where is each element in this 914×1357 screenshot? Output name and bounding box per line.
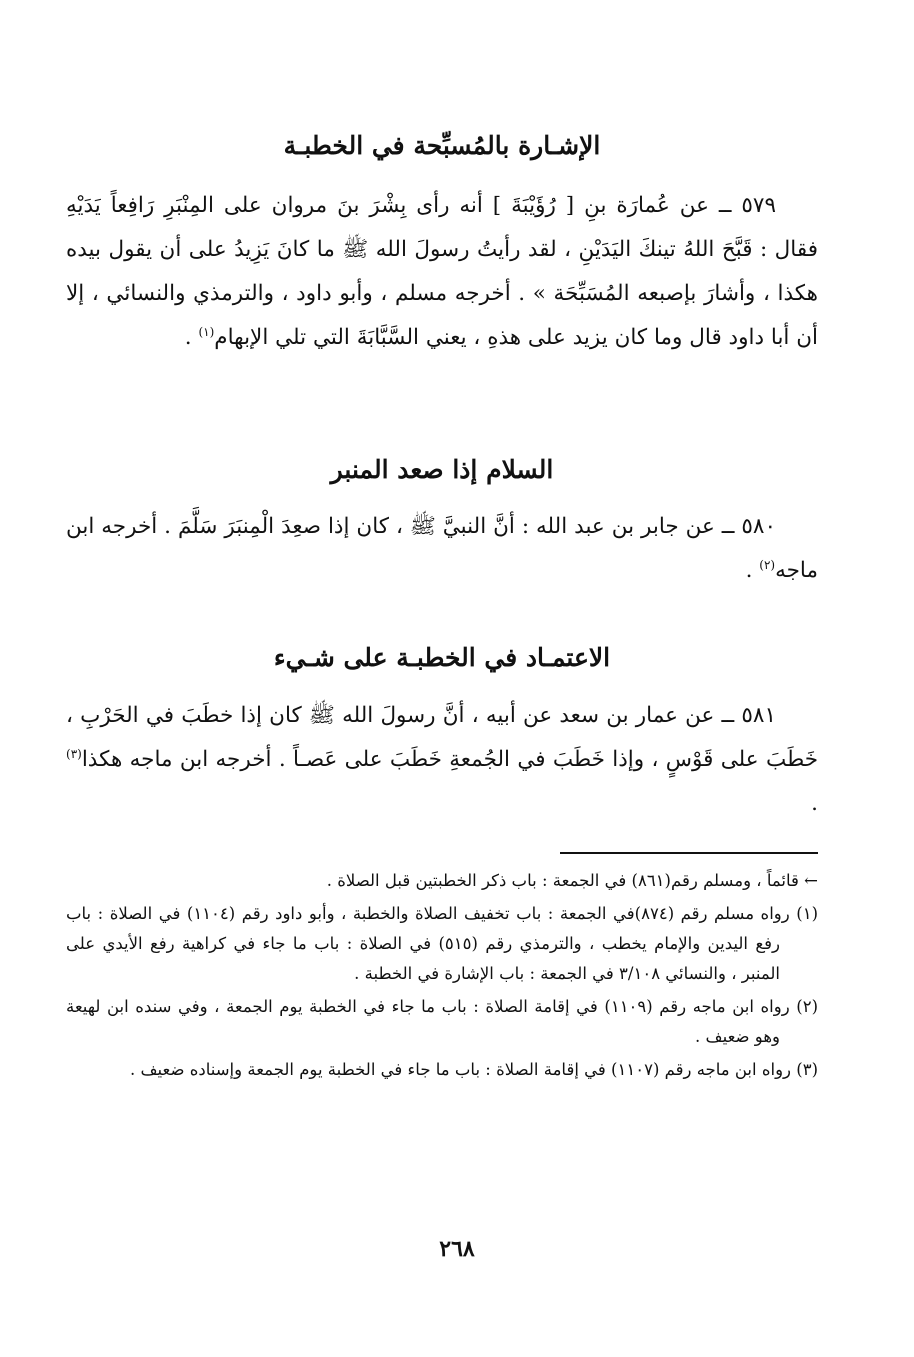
footnote-marker-1[interactable]: (١)	[198, 324, 215, 339]
hadith-581-text: ٥٨١ ــ عن عمار بن سعد عن أبيه ، أنَّ رسولَ الله ﷺ كان إذا خطَبَ في الحَرْبِ ، خَطَبَ على قَوْسٍ ، وإذا خَطَبَ في الجُمعةِ خَطَبَ على عَصـاً . أخرجه ابن ماجه هكذا$^{(٣)}$ .	[66, 703, 818, 816]
page-number: ٢٦٨	[439, 1236, 475, 1262]
section-heading-pointing: الإشـارة بالمُسبِّحة في الخطبـة	[283, 131, 601, 160]
footnote-marker-2[interactable]: (٢)	[759, 557, 776, 572]
section-heading-leaning: الاعتمـاد في الخطبـة على شـيء	[273, 643, 611, 672]
footnote-1: (١) رواه مسلم رقم (٨٧٤)في الجمعة : باب تخفيف الصلاة والخطبة ، وأبو داود رقم (١١٠٤) في الصلاة : باب رفع اليدين والإمام يخطب ، والترمذي رقم (٥١٥) في الصلاة : باب ما جاء في كراهية رفع الأيدي على المنبر ، والنسائي ٣/١٠٨ في الجمعة : باب الإشارة في الخطبة .	[66, 904, 818, 983]
hadith-579	[66, 184, 818, 360]
footnotes	[66, 866, 818, 1088]
footnote-3: (٣) رواه ابن ماجه رقم (١١٠٧) في إقامة الصلاة : باب ما جاء في الخطبة يوم الجمعة وإسناده ضعيف .	[129, 1060, 818, 1079]
hadith-580	[66, 505, 818, 593]
footnote-2: (٢) رواه ابن ماجه رقم (١١٠٩) في إقامة الصلاة : باب ما جاء في الخطبة يوم الجمعة ، وفي سنده ابن لهيعة وهو ضعيف .	[66, 997, 818, 1046]
footnote-divider	[560, 852, 818, 854]
hadith-580-text: ٥٨٠ ــ عن جابر بن عبد الله : أنَّ النبيَّ ﷺ ، كان إذا صعِدَ الْمِنبَرَ سَلَّمَ . أخرجه ابن ماجه$^{(٢)}$ .	[66, 514, 818, 583]
footnote-continuation: ← قائماً ، ومسلم رقم(٨٦١) في الجمعة : باب ذكر الخطبتين قبل الصلاة .	[326, 871, 818, 890]
footnote-marker-3[interactable]: (٣)	[66, 746, 82, 761]
section-heading-salam: السلام إذا صعد المنبر	[330, 455, 554, 484]
hadith-581	[66, 694, 818, 826]
hadith-579-text: ٥٧٩ ــ عن عُمارَة بنِ [ رُؤَيْبَةَ ] أنه رأى بِشْرَ بنَ مروان على المِنْبَرِ رَافِعاً يَدَيْهِ فقال : قَبَّحَ اللهُ تينكَ اليَدَيْنِ ، لقد رأيتُ رسولَ الله ﷺ ما كانَ يَزِيدُ على أن يقول بيده هكذا ، وأشارَ بإصبعه المُسَبِّحَة » . أخرجه مسلم ، وأبو داود ، والترمذي والنسائي ، إلا أن أبا داود قال وما كان يزيد على هذهِ ، يعني السَّبَّابَةَ التي تلي الإبهام$^{(١)}$ .	[66, 193, 818, 350]
